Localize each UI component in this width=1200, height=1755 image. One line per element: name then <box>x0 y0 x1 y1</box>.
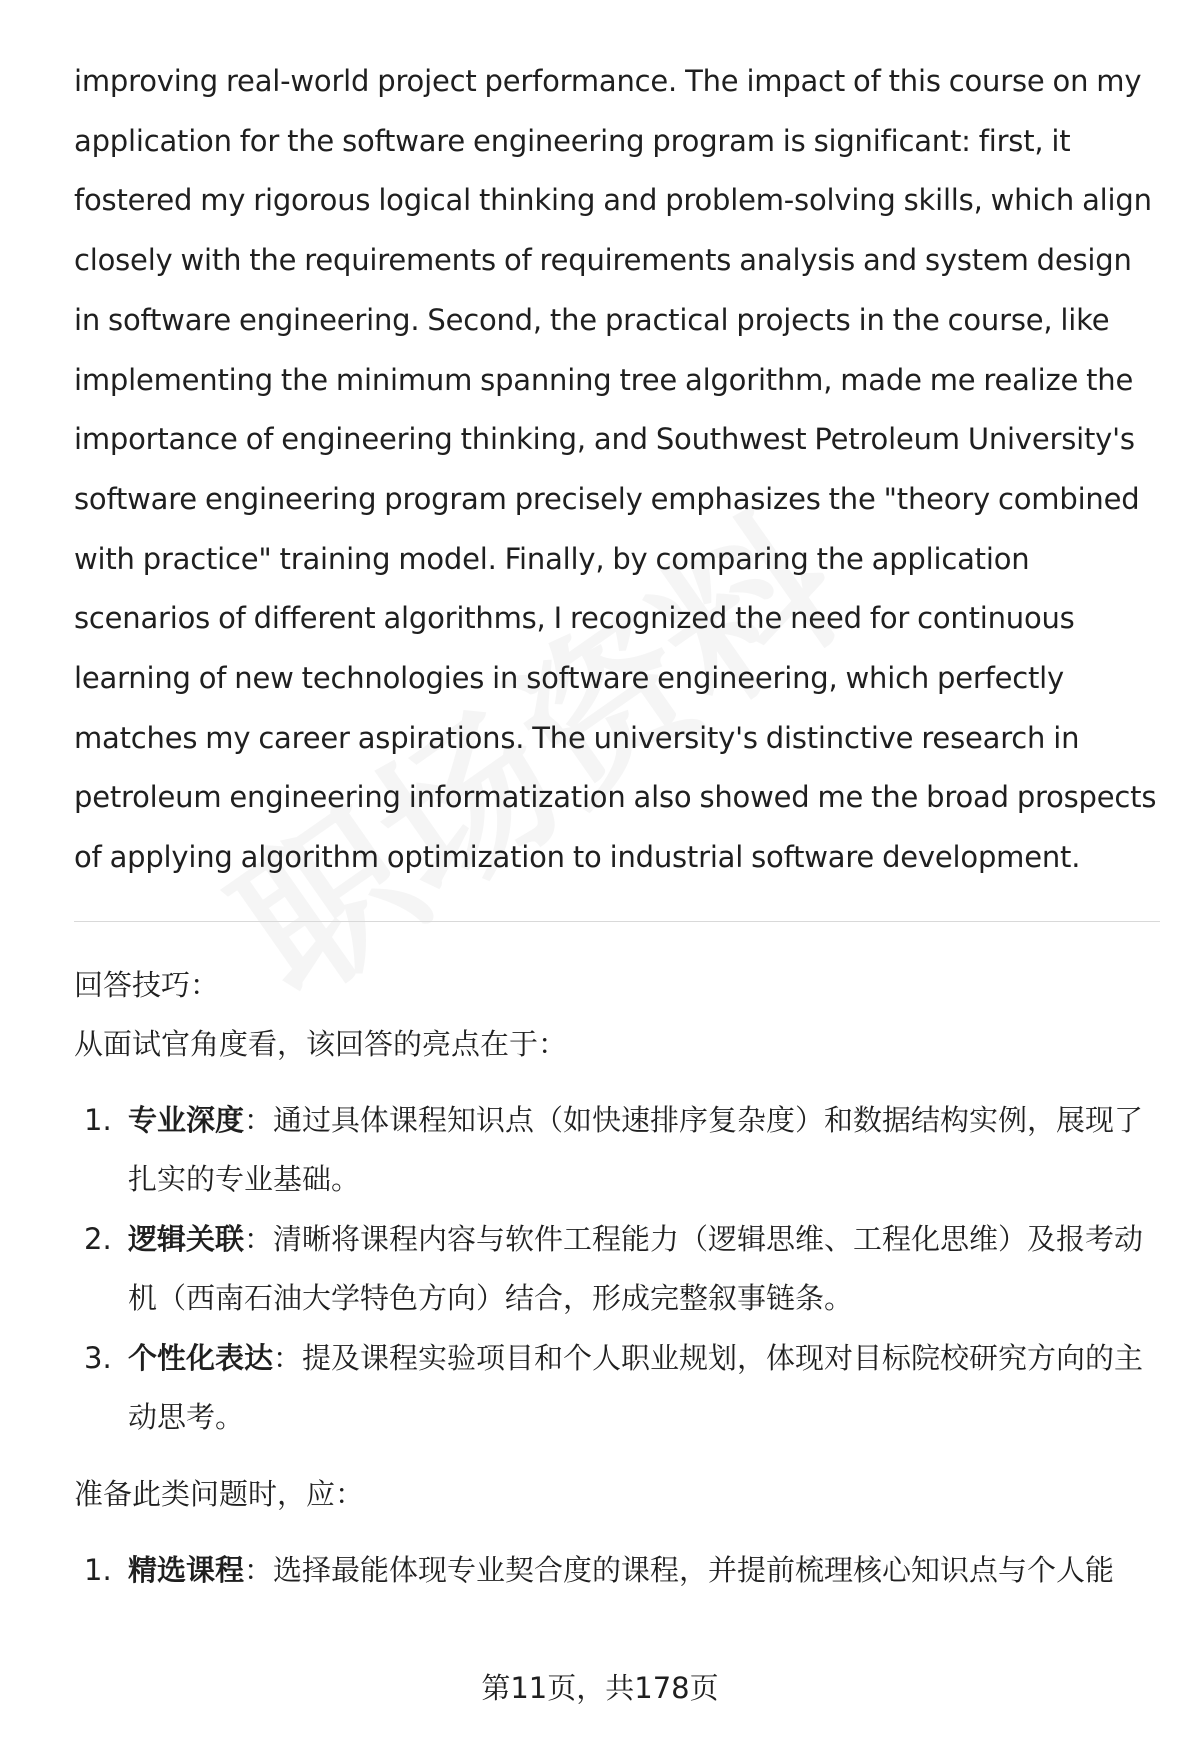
item-term: 精选课程 <box>128 1552 245 1587</box>
highlights-list <box>74 1091 1160 1448</box>
item-text: ：通过具体课程知识点（如快速排序复杂度）和数据结构实例，展现了扎实的专业基础。 <box>128 1102 1144 1197</box>
page-number: 第11页，共178页 <box>481 1671 719 1705</box>
section-divider <box>74 921 1160 922</box>
answer-paragraph: improving real-world project performance. The impact of this course on my application for the software engineering program is significant: first, it fostered my rigorous logical thinking and problem-solving skills, which align closely with the requirements of requirements analysis and system design in software engineering. Second, the practical projects in the course, like implementing the minimum spanning tree algorithm, made me realize the importance of engineering thinking, and Southwest Petroleum University's software engineering program precisely emphasizes the "theory combined with practice" training model. Finally, by comparing the application scenarios of different algorithms, I recognized the need for continuous learning of new technologies in software engineering, which perfectly matches my career aspirations. The university's distinctive research in petroleum engineering informatization also showed me the broad prospects of applying algorithm optimization to industrial software development. <box>74 64 1157 875</box>
tips-intro: 从面试官角度看，该回答的亮点在于： <box>74 1026 568 1061</box>
prep-list <box>74 1541 1160 1601</box>
list-item: 3. 个性化表达：提及课程实验项目和个人职业规划，体现对目标院校研究方向的主动思考。 <box>84 1340 1144 1435</box>
list-item: 2. 逻辑关联：清晰将课程内容与软件工程能力（逻辑思维、工程化思维）及报考动机（西南石油大学特色方向）结合，形成完整叙事链条。 <box>84 1221 1144 1316</box>
prep-intro: 准备此类问题时，应： <box>74 1476 365 1511</box>
list-item: 1. 专业深度：通过具体课程知识点（如快速排序复杂度）和数据结构实例，展现了扎实的专业基础。 <box>84 1102 1144 1197</box>
item-text: ：选择最能体现专业契合度的课程，并提前梳理核心知识点与个人能 <box>244 1552 1115 1587</box>
item-term: 专业深度 <box>128 1102 245 1137</box>
item-term: 个性化表达 <box>128 1340 274 1375</box>
document-page <box>74 52 1160 1600</box>
item-text: ：提及课程实验项目和个人职业规划，体现对目标院校研究方向的主动思考。 <box>128 1340 1144 1435</box>
tips-heading: 回答技巧： <box>74 967 220 1002</box>
list-item: 1. 精选课程：选择最能体现专业契合度的课程，并提前梳理核心知识点与个人能 <box>84 1552 1115 1587</box>
item-text: ：清晰将课程内容与软件工程能力（逻辑思维、工程化思维）及报考动机（西南石油大学特色方向）结合，形成完整叙事链条。 <box>128 1221 1144 1316</box>
item-term: 逻辑关联 <box>128 1221 245 1256</box>
